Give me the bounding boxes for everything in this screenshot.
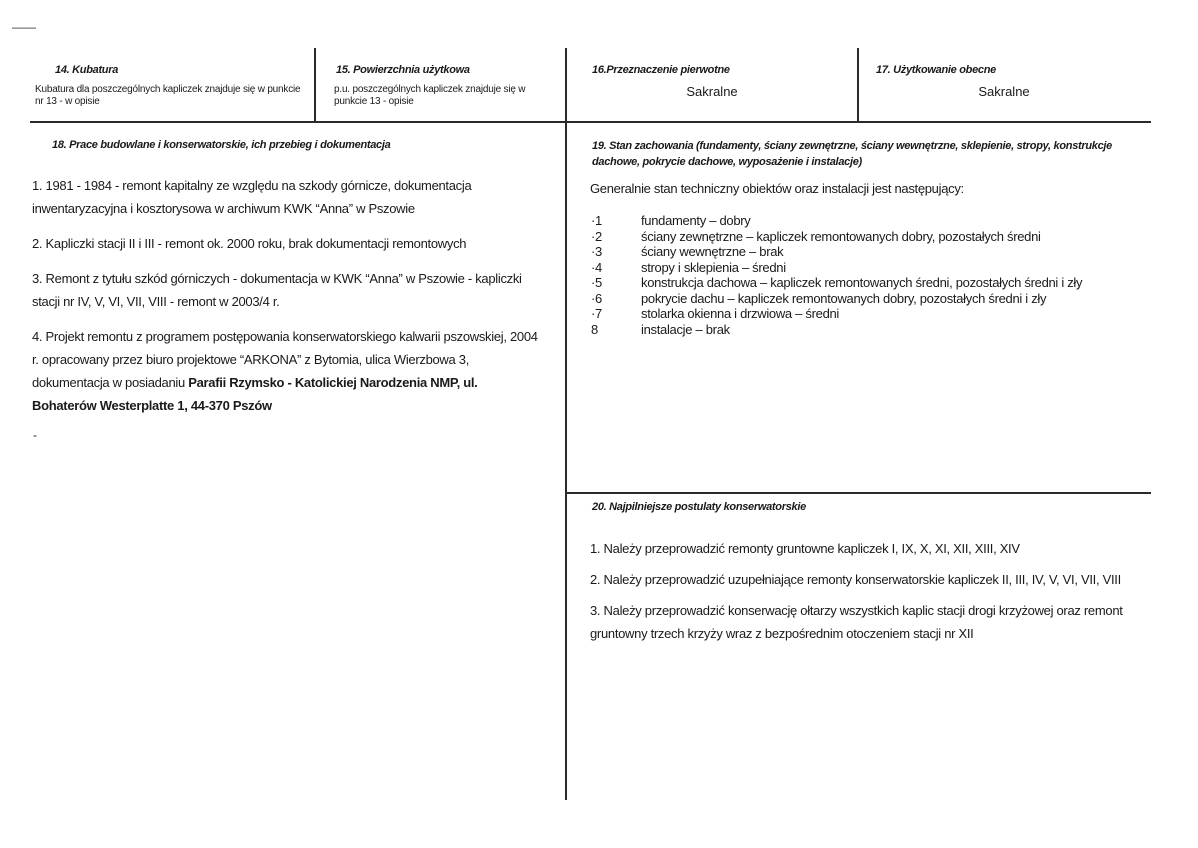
field-18-item-4-bold: Parafii Rzymsko - Katolickiej Narodzenia NMP, ul. Bohaterów Westerplatte 1, 44-370 Pszów [32,375,478,413]
field-16-value: Sakralne [686,84,738,99]
postulate-item-3: 3. Należy przeprowadzić konserwację ołtarzy wszystkich kaplic stacji drogi krzyżowej oraz remont gruntowny trzech krzyży wraz z bezpośrednim otoczeniem stacji nr XII [590,603,1123,641]
top-mark: —— [12,20,36,34]
condition-item: ·2 ściany zewnętrzne – kapliczek remontowanych dobry, pozostałych średni [591,228,1041,244]
field-14-text: Kubatura dla poszczególnych kapliczek znajduje się w punkcie nr 13 - w opisie [35,84,301,107]
condition-item: 8 instalacje – brak [591,321,730,337]
condition-item: ·1 fundamenty – dobry [591,213,751,228]
field-17-value: Sakralne [978,84,1030,99]
condition-item: ·7 stolarka okienna i drzwiowa – średni [591,306,840,321]
field-15-text: p.u. poszczególnych kapliczek znajduje się w punkcie 13 - opisie [334,84,526,107]
condition-item: ·5 konstrukcja dachowa – kapliczek remontowanych średni, pozostałych średni i zły [591,275,1083,290]
postulate-item-2: 2. Należy przeprowadzić uzupełniające remonty konserwatorskie kapliczek II, III, IV, V, VI, VII, VIII [590,572,1121,587]
divider-main [565,48,567,800]
field-19-intro: Generalnie stan techniczny obiektów oraz instalacji jest następujący: [590,181,964,196]
field-18-item-1: 1. 1981 - 1984 - remont kapitalny ze względu na szkody górnicze, dokumentacja inwentaryzacyjna i kosztorysowa w archiwum KWK “Anna” w Pszowie [32,178,472,216]
divider-19-20 [566,492,1151,494]
field-18-item-4 [32,325,544,417]
condition-item: ·4 stropy i sklepienia – średni [591,259,786,275]
postulate-item-1: 1. Należy przeprowadzić remonty gruntowne kapliczek I, IX, X, XI, XII, XIII, XIV [590,541,1020,556]
field-18-item-4-text: 4. Projekt remontu z programem postępowania konserwatorskiego kalwarii pszowskiej, 2004 r. opracowany przez biuro projektowe “ARKONA” z Bytomia, ulica Wierzbowa 3, dokumentacja w posiadaniu [32,329,538,390]
field-18-item-2: 2. Kapliczki stacji II i III - remont ok. 2000 roku, brak dokumentacji remontowych [32,236,467,251]
field-20-title: 20. Najpilniejsze postulaty konserwatorskie [592,501,806,513]
field-15-title: 15. Powierzchnia użytkowa [336,64,470,76]
condition-item: ·6 pokrycie dachu – kapliczek remontowanych dobry, pozostałych średni i zły [591,290,1047,306]
field-20-list [590,537,1150,645]
divider-14-15 [314,48,316,122]
field-18-item-3: 3. Remont z tytułu szkód górniczych - dokumentacja w KWK “Anna” w Pszowie - kapliczki stacji nr IV, V, VI, VII, VIII - remont w 2003/4 r. [32,271,522,309]
field-18-list [32,174,544,417]
field-18-dash: - [33,428,37,442]
field-18-title: 18. Prace budowlane i konserwatorskie, ich przebieg i dokumentacja [52,139,391,151]
field-14-title: 14. Kubatura [55,64,119,76]
field-17-title: 17. Użytkowanie obecne [876,64,996,76]
header-row-bottom [30,121,1151,123]
field-16-title: 16.Przeznaczenie pierwotne [592,64,730,76]
field-19-list [591,213,1146,337]
condition-item: ·3 ściany wewnętrzne – brak [591,244,784,259]
field-19-title: 19. Stan zachowania (fundamenty, ściany zewnętrzne, ściany wewnętrzne, sklepienie, stropy, konstrukcje dachowe, pokrycie dachowe, wyposażenie i instalacje) [592,140,1112,168]
